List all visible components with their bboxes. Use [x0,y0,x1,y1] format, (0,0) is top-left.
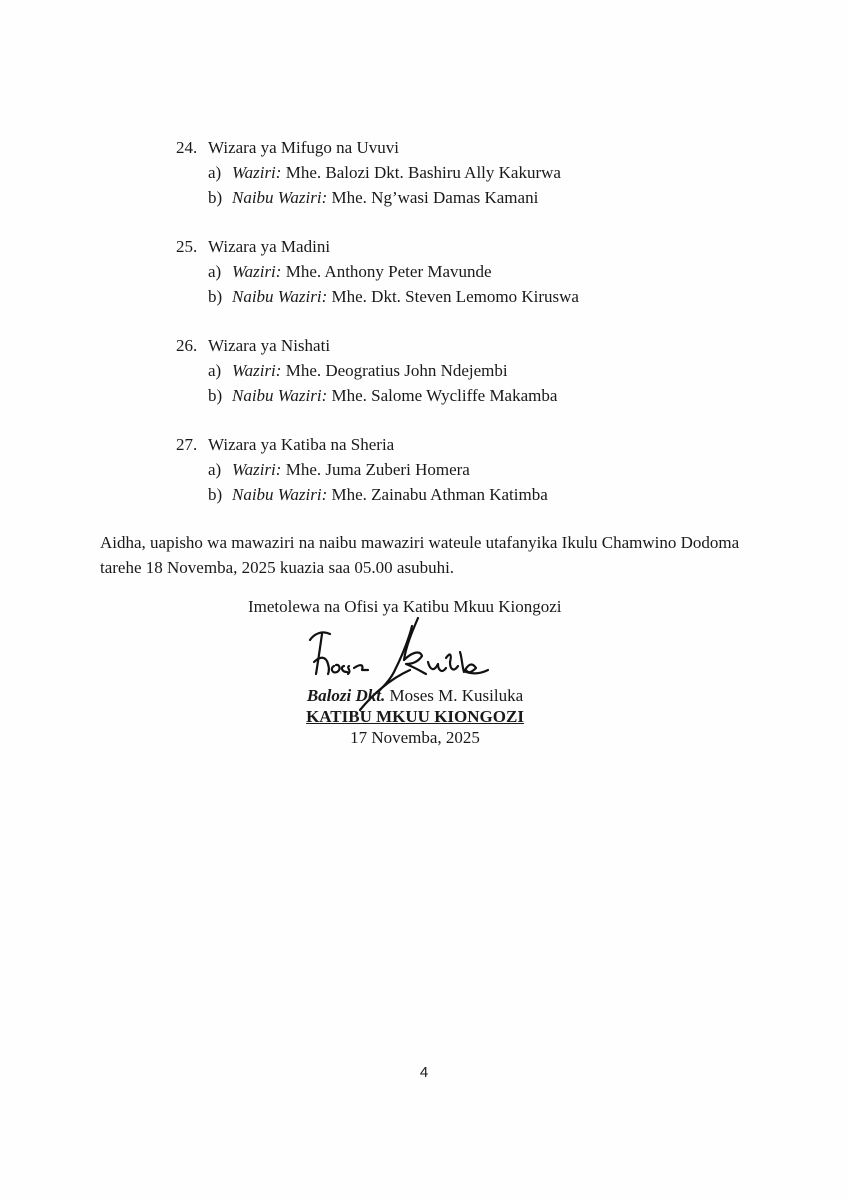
appointee-entry [176,383,776,408]
appointee-entry [176,259,776,284]
signature-date: 17 Novemba, 2025 [350,728,480,747]
appointee-entry [176,160,776,185]
closing-paragraph: Aidha, uapisho wa mawaziri na naibu mawaziri wateule utafanyika Ikulu Chamwino Dodoma tarehe 18 Novemba, 2025 kuazia saa 05.00 asubuhi. [100,533,740,577]
ministry-item [176,234,776,309]
ministry-item [176,135,776,210]
signatory-office: KATIBU MKUU KIONGOZI [306,707,524,726]
ministry-name: Wizara ya Madini [208,237,331,256]
ministry-title [176,333,776,358]
ministry-title [176,234,776,259]
signatory-block [250,685,580,748]
ministry-list [176,135,776,531]
appointee-role: Naibu Waziri: [232,485,328,504]
ministry-name: Wizara ya Nishati [208,336,331,355]
appointee-name: Mhe. Ng’wasi Damas Kamani [331,188,539,207]
appointee-name: Mhe. Balozi Dkt. Bashiru Ally Kakurwa [285,163,561,182]
appointee-name: Mhe. Salome Wycliffe Makamba [331,386,558,405]
entry-letter: b) [208,485,223,504]
entry-letter: a) [208,163,222,182]
appointee-name: Mhe. Anthony Peter Mavunde [285,262,492,281]
ministry-number: 27. [176,435,198,454]
ministry-title [176,135,776,160]
appointee-name: Mhe. Deogratius John Ndejembi [285,361,508,380]
ministry-number: 25. [176,237,198,256]
appointee-name: Mhe. Zainabu Athman Katimba [331,485,548,504]
entry-letter: b) [208,287,223,306]
signatory-name: Moses M. Kusiluka [389,686,524,705]
ministry-title [176,432,776,457]
appointee-entry [176,284,776,309]
appointee-role: Naibu Waziri: [232,188,328,207]
entry-letter: b) [208,188,223,207]
appointee-role: Waziri: [232,163,282,182]
entry-letter: b) [208,386,223,405]
appointee-role: Naibu Waziri: [232,287,328,306]
appointee-entry [176,457,776,482]
ministry-number: 24. [176,138,198,157]
appointee-entry [176,482,776,507]
appointee-role: Waziri: [232,361,282,380]
signatory-name-line [250,685,580,706]
ministry-item [176,333,776,408]
ministry-item [176,432,776,507]
ministry-name: Wizara ya Mifugo na Uvuvi [208,138,399,157]
appointee-role: Naibu Waziri: [232,386,328,405]
appointee-entry [176,185,776,210]
ministry-number: 26. [176,336,198,355]
entry-letter: a) [208,460,222,479]
appointee-role: Waziri: [232,460,282,479]
issued-by-line: Imetolewa na Ofisi ya Katibu Mkuu Kiongozi [248,597,562,616]
ministry-name: Wizara ya Katiba na Sheria [208,435,395,454]
entry-letter: a) [208,361,222,380]
entry-letter: a) [208,262,222,281]
appointee-name: Mhe. Dkt. Steven Lemomo Kiruswa [331,287,579,306]
appointee-name: Mhe. Juma Zuberi Homera [285,460,470,479]
appointee-role: Waziri: [232,262,282,281]
page-number: 4 [419,1064,429,1081]
signatory-title: Balozi Dkt. [306,686,386,705]
appointee-entry [176,358,776,383]
